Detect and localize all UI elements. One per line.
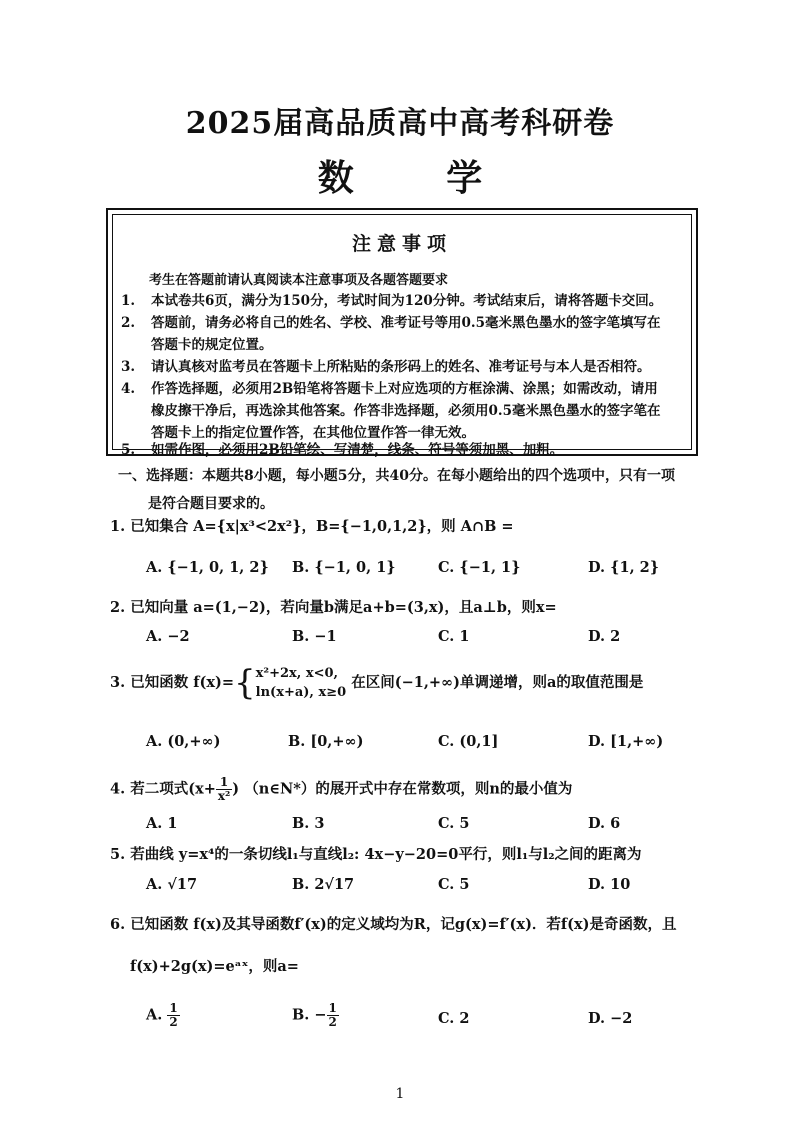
option-b [292,1002,339,1029]
option-a: A. √17 [146,876,198,893]
question-prefix: 若曲线 [130,846,174,863]
fraction [167,1002,179,1029]
option-a: A. 1 [146,815,178,832]
notice-item-number: 4. [121,381,136,397]
notice-item-number: 3. [121,359,136,375]
notice-item-text: 答题前，请务必将自己的姓名、学校、准考证号等用0.5毫米黑色墨水的签字笔填写在 [151,315,661,331]
notice-item-text: 请认真核对监考员在答题卡上所粘贴的条形码上的姓名、准考证号与本人是否相符。 [151,359,651,375]
notice-item-number: 1. [121,293,136,309]
question-1 [110,515,710,536]
question-math: f(x)及其导函数f′(x)的定义域均为R，记g(x)=f′(x)．若f(x)是奇函数，且 [193,916,677,933]
section-heading [118,462,718,518]
case-line: x²+2x, x<0, [255,666,339,681]
question-number: 5. [110,846,126,863]
option-b: B. −1 [292,628,337,645]
function-name: f(x)= [193,674,235,691]
question-prefix: 已知向量 [130,599,189,616]
question-prefix: 已知集合 [130,518,189,535]
option-c: C. 5 [438,876,470,893]
question-prefix: 已知函数 [130,674,189,691]
question-number: 3. [110,674,126,691]
section-heading-line: 是符合题目要求的。 [148,496,274,512]
page-number: 1 [395,1086,405,1102]
fraction-numerator: 1 [169,1001,178,1015]
question-number: 2. [110,599,126,616]
option-c: C. (0,1] [438,733,499,750]
negative-sign: − [314,1006,327,1024]
question-6 [110,913,710,934]
notice-item-text: 答题卡的规定位置。 [151,337,273,353]
question-suffix: 在区间(−1,+∞)单调递增，则a的取值范围是 [351,674,644,691]
question-math: A={x|x³<2x²}，B={−1,0,1,2}，则 A∩B = [193,518,514,535]
fraction-numerator: 1 [328,1001,337,1015]
question-prefix: 已知函数 [130,916,189,933]
notice-item-number: 2. [121,315,136,331]
option-d: D. 2 [588,628,621,645]
notice-item-text: 橡皮擦干净后，再选涂其他答案。作答非选择题，必须用0.5毫米黑色墨水的签字笔在 [151,403,661,419]
question-prefix: 若二项式 [130,780,189,798]
question-number: 6. [110,916,126,933]
option-c: C. {−1, 1} [438,559,521,576]
notice-intro: 考生在答题前请认真阅读本注意事项及各题答题要求 [149,273,449,288]
exam-title: 2025届高品质高中高考科研卷 [185,106,615,141]
binomial-right: ) [232,780,240,798]
piecewise-cases [256,664,347,702]
notice-box [106,208,698,456]
question-number: 1. [110,518,126,535]
fraction-numerator: 1 [216,776,232,790]
option-d: D. {1, 2} [588,559,660,576]
section-heading-line: 一、选择题：本题共8小题，每小题5分，共40分。在每小题给出的四个选项中，只有一项 [118,468,675,484]
option-a: A. −2 [146,628,190,645]
question-suffix: （n∈N*）的展开式中存在常数项，则n的最小值为 [244,780,573,798]
question-math: a=(1,−2)，若向量b满足a+b=(3,x)，且a⊥b，则x= [193,599,557,616]
option-c: C. 1 [438,628,470,645]
fraction-denominator: 2 [328,1015,337,1029]
option-d: D. 10 [588,876,631,893]
option-b: B. 2√17 [292,876,355,893]
option-d: D. −2 [588,1010,633,1027]
option-a: A. (0,+∞) [146,733,221,750]
option-a: A. {−1, 0, 1, 2} [146,559,269,576]
fraction-denominator: 2 [169,1015,178,1029]
question-5 [110,843,710,864]
left-brace: { [234,663,256,703]
question-6-line-2: f(x)+2g(x)=eᵃˣ，则a= [130,958,299,975]
notice-item-text: 作答选择题，必须用2B铅笔将答题卡上对应选项的方框涂满、涂黑；如需改动，请用 [151,381,658,397]
option-b: B. {−1, 0, 1} [292,559,396,576]
fraction [327,1002,339,1029]
option-label: B. [292,1006,310,1024]
notice-item-text: 本试卷共6页，满分为150分，考试时间为120分钟。考试结束后，请将答题卡交回。 [151,293,663,309]
fraction-denominator: x² [217,789,231,803]
exam-subject: 数 学 [317,157,523,199]
option-d: D. 6 [588,815,621,832]
notice-title: 注意事项 [351,233,452,255]
option-d: D. [1,+∞) [588,733,664,750]
notice-item-number: 5. [121,442,136,458]
option-b: B. [0,+∞) [288,733,364,750]
fraction [216,776,232,803]
notice-item-text: 答题卡上的指定位置作答，在其他位置作答一律无效。 [151,425,475,441]
binomial-left: (x+ [188,780,216,798]
option-c: C. 5 [438,815,470,832]
option-a [146,1002,180,1029]
option-c: C. 2 [438,1010,470,1027]
notice-inner-frame [112,214,692,458]
question-2 [110,596,710,617]
option-b: B. 3 [292,815,325,832]
question-4 [110,776,710,803]
question-3 [110,664,710,702]
question-number: 4. [110,780,126,798]
option-label: A. [146,1006,163,1024]
question-math: y=x⁴的一条切线l₁与直线l₂: 4x−y−20=0平行，则l₁与l₂之间的距离为 [178,846,642,863]
case-line: ln(x+a), x≥0 [255,685,347,700]
notice-item-text: 如需作图，必须用2B铅笔绘、写清楚，线条、符号等须加黑、加粗。 [151,442,564,458]
